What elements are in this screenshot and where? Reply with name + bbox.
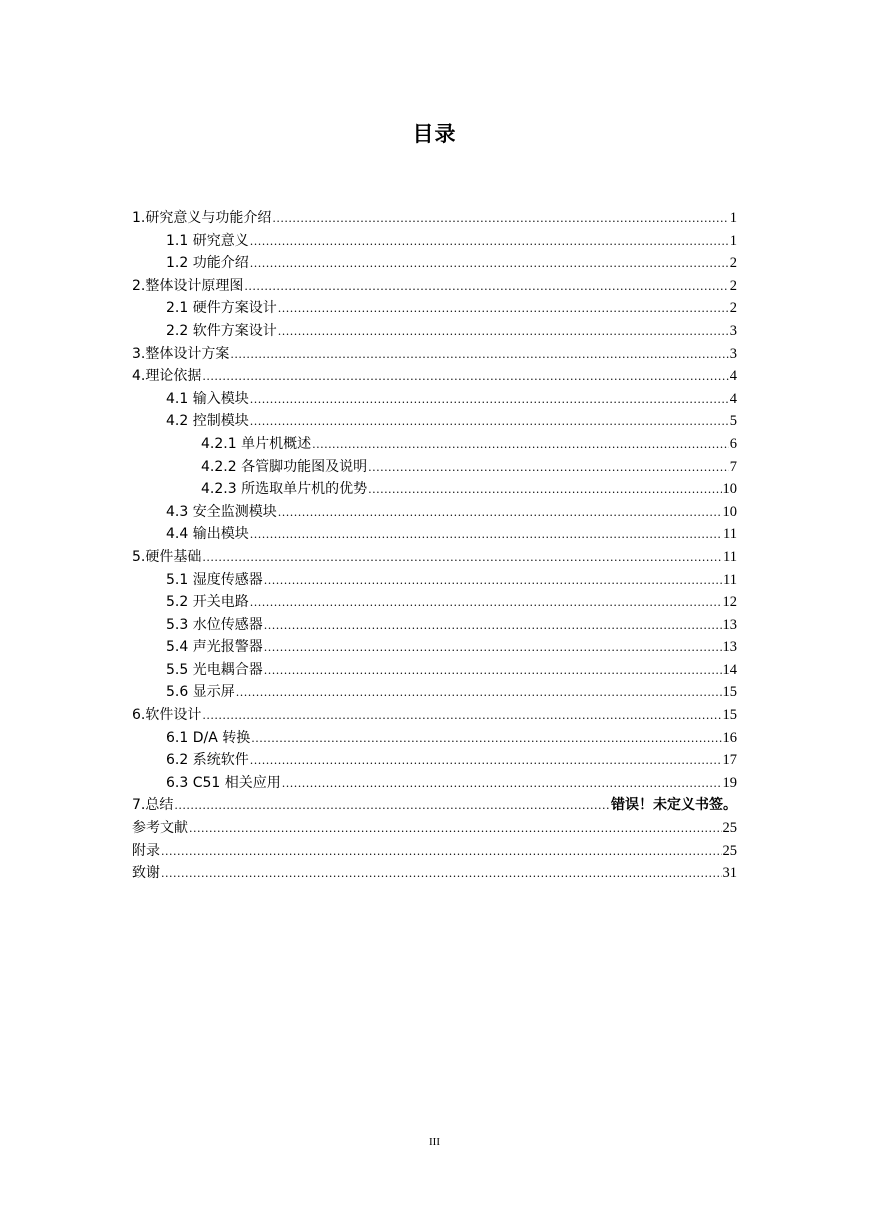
- toc-entry[interactable]: [132, 275, 737, 298]
- toc-entry-label: 2.整体设计原理图: [132, 277, 244, 294]
- toc-entry[interactable]: [132, 546, 737, 569]
- toc-entry[interactable]: [132, 207, 737, 230]
- toc-entry[interactable]: [132, 343, 737, 366]
- toc-dot-leader: [264, 570, 722, 593]
- toc-entry-label: 2.1 硬件方案设计: [166, 300, 277, 317]
- toc-entry-label: 7.总结: [132, 797, 174, 814]
- toc-dot-leader: [250, 592, 722, 615]
- toc-entry[interactable]: [132, 636, 737, 659]
- toc-entry-page: 16: [722, 729, 737, 746]
- toc-entry[interactable]: [132, 365, 737, 388]
- toc-dot-leader: [161, 841, 722, 864]
- toc-dot-leader: [244, 276, 728, 299]
- toc-entry-page: 6: [729, 435, 737, 452]
- toc-entry-label: 5.1 湿度传感器: [166, 571, 263, 588]
- toc-entry-label: 1.2 功能介绍: [166, 255, 249, 272]
- toc-entry-page: 4: [729, 368, 737, 385]
- toc-entry-label: 5.4 声光报警器: [166, 639, 263, 656]
- toc-entry[interactable]: [132, 704, 737, 727]
- toc-entry-page: 5: [729, 413, 737, 430]
- toc-entry-label: 致谢: [132, 865, 160, 882]
- toc-dot-leader: [264, 615, 722, 638]
- toc-entry[interactable]: [132, 862, 737, 885]
- toc-entry-page: 10: [722, 503, 737, 520]
- toc-entry[interactable]: [132, 749, 737, 772]
- toc-dot-leader: [312, 434, 729, 457]
- toc-entry-label: 4.2 控制模块: [166, 413, 249, 430]
- toc-entry-page: 19: [722, 774, 737, 791]
- toc-entry-label: 3.整体设计方案: [132, 345, 230, 362]
- toc-entry[interactable]: [132, 456, 737, 479]
- toc-entry-label: 6.软件设计: [132, 707, 202, 724]
- toc-entry-label: 5.硬件基础: [132, 548, 202, 565]
- toc-entry[interactable]: [132, 230, 737, 253]
- toc-entry-page: 13: [722, 616, 737, 633]
- toc-entry[interactable]: [132, 410, 737, 433]
- toc-entry[interactable]: [132, 794, 737, 817]
- toc-entry-page: 3: [729, 322, 737, 339]
- toc-dot-leader: [189, 818, 722, 841]
- toc-entry[interactable]: [132, 659, 737, 682]
- toc-entry[interactable]: [132, 523, 737, 546]
- toc-entry-label: 6.3 C51 相关应用: [166, 774, 281, 791]
- toc-entry-page: 1: [729, 210, 737, 226]
- toc-dot-leader: [250, 750, 722, 773]
- toc-entry[interactable]: [132, 727, 737, 750]
- toc-entry-page: 3: [729, 345, 737, 362]
- toc-entry-page: 12: [722, 594, 737, 611]
- toc-dot-leader: [250, 253, 729, 276]
- toc-entry-label: 1.研究意义与功能介绍: [132, 210, 272, 226]
- toc-dot-leader: [202, 547, 722, 570]
- toc-entry-page: 17: [722, 752, 737, 769]
- toc-dot-leader: [236, 682, 722, 705]
- toc-entry[interactable]: [132, 681, 737, 704]
- toc-entry-label: 4.2.1 单片机概述: [201, 435, 312, 452]
- toc-entry[interactable]: [132, 388, 737, 411]
- toc-entry-label: 2.2 软件方案设计: [166, 322, 277, 339]
- toc-dot-leader: [202, 366, 728, 389]
- toc-entry-page: 2: [729, 277, 737, 294]
- toc-dot-leader: [250, 389, 729, 412]
- toc-dot-leader: [251, 728, 721, 751]
- toc-entry-page: 11: [723, 571, 737, 588]
- toc-entry-label: 5.2 开关电路: [166, 594, 249, 611]
- toc-entry[interactable]: [132, 817, 737, 840]
- toc-entry-label: 4.4 输出模块: [166, 526, 249, 543]
- toc-entry[interactable]: [132, 478, 737, 501]
- toc-dot-leader: [174, 795, 610, 818]
- toc-entry-label: 6.2 系统软件: [166, 752, 249, 769]
- toc-entry[interactable]: [132, 591, 737, 614]
- toc-dot-leader: [161, 863, 722, 886]
- toc-dot-leader: [264, 637, 722, 660]
- toc-entry-page: 7: [729, 458, 737, 475]
- toc-entry[interactable]: [132, 569, 737, 592]
- toc-entry-error-text: 错误！未定义书签。: [611, 797, 737, 814]
- toc-entry[interactable]: [132, 320, 737, 343]
- toc-entry-page: 25: [722, 820, 737, 837]
- table-of-contents: [132, 207, 737, 885]
- toc-entry[interactable]: [132, 252, 737, 275]
- toc-entry-page: 10: [722, 481, 737, 498]
- toc-dot-leader: [202, 705, 721, 728]
- toc-entry-label: 4.2.3 所选取单片机的优势: [201, 481, 368, 498]
- toc-entry-page: 25: [722, 842, 737, 859]
- toc-dot-leader: [250, 411, 729, 434]
- toc-entry-label: 5.3 水位传感器: [166, 616, 263, 633]
- toc-entry-page: 15: [722, 707, 737, 724]
- toc-entry-page: 13: [722, 639, 737, 656]
- toc-dot-leader: [230, 344, 728, 367]
- toc-entry-page: 15: [722, 684, 737, 701]
- toc-dot-leader: [368, 457, 729, 480]
- toc-entry-label: 5.5 光电耦合器: [166, 661, 263, 678]
- toc-entry[interactable]: [132, 772, 737, 795]
- toc-entry-page: 11: [723, 526, 737, 543]
- toc-entry-label: 5.6 显示屏: [166, 684, 235, 701]
- page-title: 目录: [412, 122, 457, 146]
- toc-entry-label: 4.理论依据: [132, 368, 202, 385]
- toc-dot-leader: [368, 479, 721, 502]
- toc-dot-leader: [264, 660, 722, 683]
- toc-entry-label: 参考文献: [132, 820, 188, 837]
- toc-entry-label: 4.2.2 各管脚功能图及说明: [201, 458, 368, 475]
- toc-entry-page: 11: [723, 548, 737, 565]
- toc-dot-leader: [282, 773, 722, 796]
- toc-entry-page: 2: [729, 255, 737, 272]
- toc-entry[interactable]: [132, 501, 737, 524]
- toc-entry-label: 1.1 研究意义: [166, 232, 249, 249]
- toc-dot-leader: [278, 502, 722, 525]
- toc-entry[interactable]: [132, 297, 737, 320]
- toc-entry-label: 4.3 安全监测模块: [166, 503, 277, 520]
- toc-dot-leader: [250, 524, 722, 547]
- toc-dot-leader: [272, 208, 728, 231]
- toc-entry-page: 14: [722, 661, 737, 678]
- toc-entry-page: 4: [729, 390, 737, 407]
- toc-dot-leader: [278, 321, 729, 344]
- toc-entry-page: 2: [729, 300, 737, 317]
- toc-entry-label: 4.1 输入模块: [166, 390, 249, 407]
- toc-entry[interactable]: [132, 614, 737, 637]
- toc-entry[interactable]: [132, 433, 737, 456]
- toc-dot-leader: [278, 298, 729, 321]
- toc-entry-label: 6.1 D/A 转换: [166, 729, 251, 746]
- toc-entry-page: 31: [722, 865, 737, 882]
- toc-entry[interactable]: [132, 840, 737, 863]
- page-number: III: [429, 1136, 440, 1148]
- toc-dot-leader: [250, 231, 729, 254]
- toc-entry-page: 1: [729, 232, 737, 249]
- toc-entry-label: 附录: [132, 842, 160, 859]
